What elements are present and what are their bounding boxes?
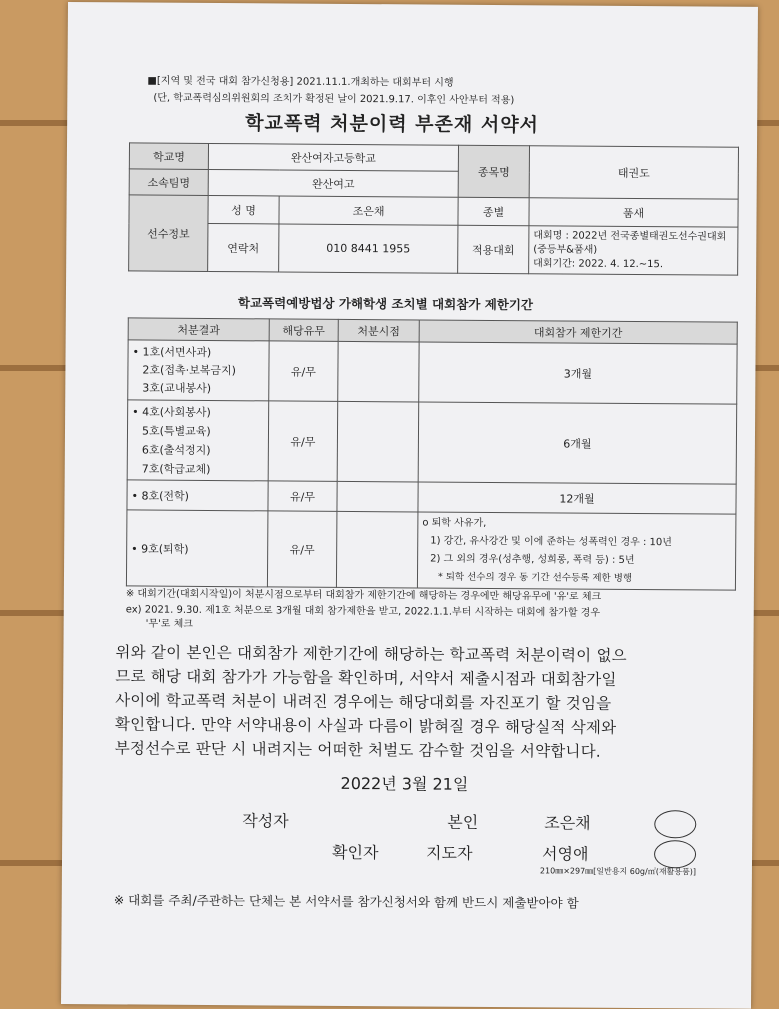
competition-label: 적용대회 — [458, 225, 529, 273]
note-1: ※ 대회기간(대회시작일)이 처분시점으로부터 대회참가 제한기간에 해당하는 경우에만 해당유무에 '유'로 체크 — [125, 588, 602, 603]
competition-period: 대회기간: 2022. 4. 12.~15. — [533, 257, 664, 270]
athlete-label: 선수정보 — [129, 195, 209, 272]
team-label: 소속팀명 — [129, 169, 208, 196]
applicable-choice[interactable]: 유/무 — [267, 511, 337, 587]
name-label: 성 명 — [208, 195, 279, 223]
expulsion-condition: 1) 강간, 유사강간 및 이에 준하는 성폭력인 경우 : 10년 — [430, 535, 672, 548]
result-item: • 1호(서면사과) — [132, 344, 212, 359]
result-item: • 8호(전학) — [127, 480, 268, 511]
competition-name: 대회명 : 2022년 전국종별태권도선수권대회(중등부&품새) — [533, 229, 727, 256]
expulsion-condition: o 퇴학 사유가, — [422, 516, 487, 529]
info-table — [128, 142, 739, 275]
event-value: 태권도 — [529, 146, 738, 199]
applicable-choice[interactable]: 유/무 — [268, 481, 337, 511]
expulsion-condition: 2) 그 외의 경우(성추행, 성희롱, 폭력 등) : 5년 — [430, 553, 635, 566]
paper-spec: 210㎜×297㎜[일반용지 60g/㎡(재활용품)] — [539, 866, 697, 877]
school-label: 학교명 — [129, 143, 208, 170]
coach-name: 서영애 — [541, 844, 589, 864]
name-value: 조은채 — [279, 196, 458, 225]
confirmer-label: 확인자 — [332, 842, 379, 863]
table-row — [126, 510, 736, 590]
declaration-line: 사이에 학교폭력 처분이 내려진 경우에는 해당대회를 자진포기 할 것임을 — [115, 691, 612, 713]
result-item: • 4호(사회봉사) — [132, 404, 211, 419]
date-cell[interactable] — [338, 341, 419, 402]
restriction-table — [126, 317, 738, 590]
col-date: 처분시점 — [338, 319, 419, 342]
school-value: 완산여자고등학교 — [208, 143, 458, 171]
restriction-period: 12개월 — [418, 482, 736, 514]
result-item: • 9호(퇴학) — [126, 510, 268, 587]
result-item: 5호(특별교육) — [141, 424, 211, 438]
result-item: 7호(학급교체) — [141, 462, 211, 476]
restriction-period: 3개월 — [419, 342, 737, 404]
col-result: 처분결과 — [128, 318, 269, 341]
col-period: 대회참가 제한기간 — [419, 320, 737, 344]
applicable-choice[interactable]: 유/무 — [268, 401, 338, 481]
writer-label: 작성자 — [242, 811, 289, 831]
notice-line-2: (단, 학교폭력심의위원회의 조치가 확정된 날이 2021.9.17. 이후인 사안부터 적용) — [153, 92, 515, 107]
notice-line-1: ■[지역 및 전국 대회 참가신청용] 2021.11.1.개최하는 대회부터 시행 — [147, 75, 454, 89]
table-row — [127, 480, 736, 514]
contact-label: 연락처 — [208, 223, 279, 271]
team-value: 완산여고 — [208, 169, 458, 197]
footer-note: ※ 대회를 주최/주관하는 단체는 본 서약서를 참가신청서와 함께 반드시 제출받아야 함 — [113, 892, 579, 911]
signature-seal-icon — [654, 810, 696, 838]
date-cell[interactable] — [336, 511, 418, 588]
category-value: 품새 — [529, 198, 738, 227]
date-cell[interactable] — [337, 401, 419, 482]
result-item: 6호(출석정지) — [141, 443, 211, 457]
note-2: ex) 2021. 9.30. 제1호 처분으로 3개월 대회 참가제한을 받고, 2022.1.1.부터 시작하는 대회에 참가할 경우 — [125, 604, 601, 619]
self-name: 조은채 — [544, 813, 591, 833]
declaration-line: 므로 해당 대회 참가가 가능함을 확인하며, 서약서 제출시점과 대회참가일 — [115, 667, 617, 689]
applicable-choice[interactable]: 유/무 — [269, 341, 338, 401]
table-row — [128, 340, 737, 404]
date-cell[interactable] — [337, 481, 418, 512]
table-row — [127, 400, 737, 484]
contact-value: 010 8441 1955 — [279, 224, 458, 273]
declaration-line: 부정선수로 판단 시 내려지는 어떠한 처벌도 감수할 것임을 서약합니다. — [114, 739, 602, 761]
restriction-period: 6개월 — [418, 402, 737, 484]
pledge-document — [61, 2, 758, 1009]
col-applicable: 해당유무 — [269, 319, 338, 341]
declaration-text — [115, 640, 726, 764]
signature-seal-icon — [654, 840, 696, 868]
result-item: 2호(접촉·보복금지) — [142, 363, 236, 377]
self-label: 본인 — [447, 812, 479, 832]
event-label: 종목명 — [458, 145, 529, 197]
declaration-line: 확인합니다. 만약 서약내용이 사실과 다름이 밝혀질 경우 해당실적 삭제와 — [114, 715, 617, 737]
result-item: 3호(교내봉사) — [142, 381, 212, 395]
pledge-date: 2022년 3월 21일 — [340, 773, 469, 794]
note-3: '무'로 체크 — [145, 618, 194, 630]
restriction-heading: 학교폭력예방법상 가해학생 조치별 대회참가 제한기간 — [237, 295, 534, 313]
declaration-line: 위와 같이 본인은 대회참가 제한기간에 해당하는 학교폭력 처분이력이 없으 — [115, 643, 627, 665]
category-label: 종별 — [458, 197, 529, 225]
coach-label: 지도자 — [426, 843, 473, 863]
document-title: 학교폭력 처분이력 부존재 서약서 — [245, 112, 540, 137]
expulsion-condition: * 퇴학 선수의 경우 동 기간 선수등록 제한 병행 — [437, 571, 633, 584]
